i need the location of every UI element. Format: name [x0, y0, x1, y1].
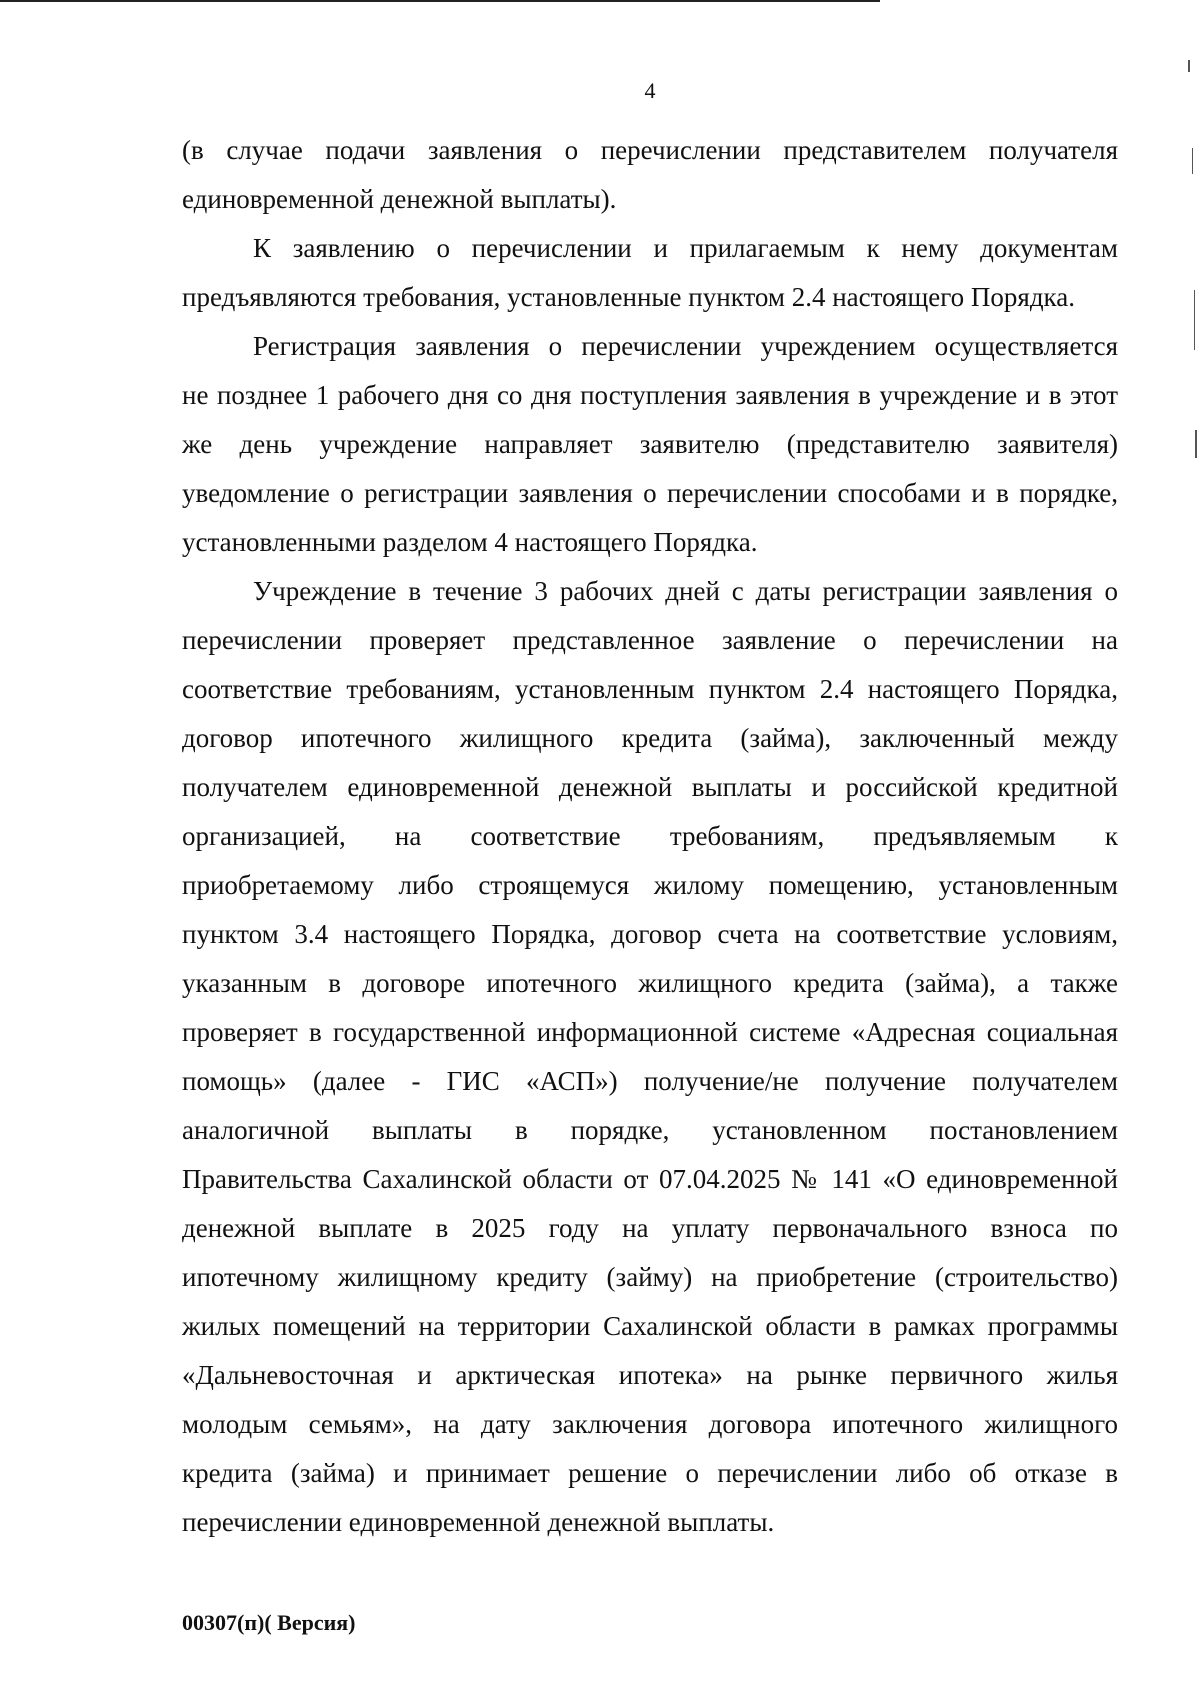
text-line: договор ипотечного жилищного кредита (займа), заключенный между [182, 723, 1118, 753]
text-line: денежной выплате в 2025 году на уплату первоначального взноса по [182, 1213, 1118, 1243]
text-line: уведомление о регистрации заявления о перечислении способами и в порядке, [182, 478, 1118, 508]
text-line: Правительства Сахалинской области от 07.04.2025 № 141 «О единовременной [182, 1164, 1118, 1194]
text-line: предъявляются требования, установленные пунктом 2.4 настоящего Порядка. [182, 282, 1076, 312]
paragraph-3 [182, 322, 1118, 567]
scan-speck [1192, 148, 1193, 174]
text-line: К заявлению о перечислении и прилагаемым к нему документам [253, 233, 1118, 263]
scan-speck [1188, 60, 1190, 72]
text-line: «Дальневосточная и арктическая ипотека» на рынке первичного жилья [182, 1360, 1118, 1390]
text-line: Регистрация заявления о перечислении учреждением осуществляется [253, 331, 1118, 361]
paragraph-1 [182, 126, 1118, 224]
paragraph-2 [182, 224, 1118, 322]
text-line: перечислении проверяет представленное заявление о перечислении на [182, 625, 1118, 655]
text-line: не позднее 1 рабочего дня со дня поступления заявления в учреждение и в этот [182, 380, 1118, 410]
text-line: же день учреждение направляет заявителю (представителю заявителя) [182, 429, 1118, 459]
text-line: соответствие требованиям, установленным пунктом 2.4 настоящего Порядка, [182, 674, 1118, 704]
text-line: кредита (займа) и принимает решение о перечислении либо об отказе в [182, 1458, 1118, 1488]
scan-speck [1195, 430, 1197, 458]
text-line: проверяет в государственной информационной системе «Адресная социальная [182, 1017, 1118, 1047]
text-line: аналогичной выплаты в порядке, установленном постановлением [182, 1115, 1118, 1145]
text-line: помощь» (далее - ГИС «АСП») получение/не получение получателем [182, 1066, 1118, 1096]
text-line: Учреждение в течение 3 рабочих дней с даты регистрации заявления о [253, 576, 1118, 606]
text-line: (в случае подачи заявления о перечислении представителем получателя [182, 135, 1118, 165]
page-number: 4 [644, 78, 656, 103]
text-line: ипотечному жилищному кредиту (займу) на приобретение (строительство) [182, 1262, 1118, 1292]
text-line: пунктом 3.4 настоящего Порядка, договор счета на соответствие условиям, [182, 919, 1118, 949]
text-line: указанным в договоре ипотечного жилищного кредита (займа), а также [182, 968, 1118, 998]
text-line: молодым семьям», на дату заключения договора ипотечного жилищного [182, 1409, 1118, 1439]
text-line: перечислении единовременной денежной выплаты. [182, 1507, 775, 1537]
text-line: единовременной денежной выплаты). [182, 184, 617, 214]
text-line: жилых помещений на территории Сахалинской области в рамках программы [182, 1311, 1118, 1341]
document-footer-code: 00307(п)( Версия) [182, 1610, 356, 1635]
paragraph-4 [182, 567, 1118, 1547]
scan-top-edge [0, 0, 880, 2]
scan-speck [1194, 290, 1195, 350]
text-line: приобретаемому либо строящемуся жилому помещению, установленным [182, 870, 1118, 900]
text-line: получателем единовременной денежной выплаты и российской кредитной [182, 772, 1118, 802]
document-body [182, 126, 1118, 1547]
text-line: установленными разделом 4 настоящего Порядка. [182, 527, 758, 557]
text-line: организацией, на соответствие требованиям, предъявляемым к [182, 821, 1118, 851]
